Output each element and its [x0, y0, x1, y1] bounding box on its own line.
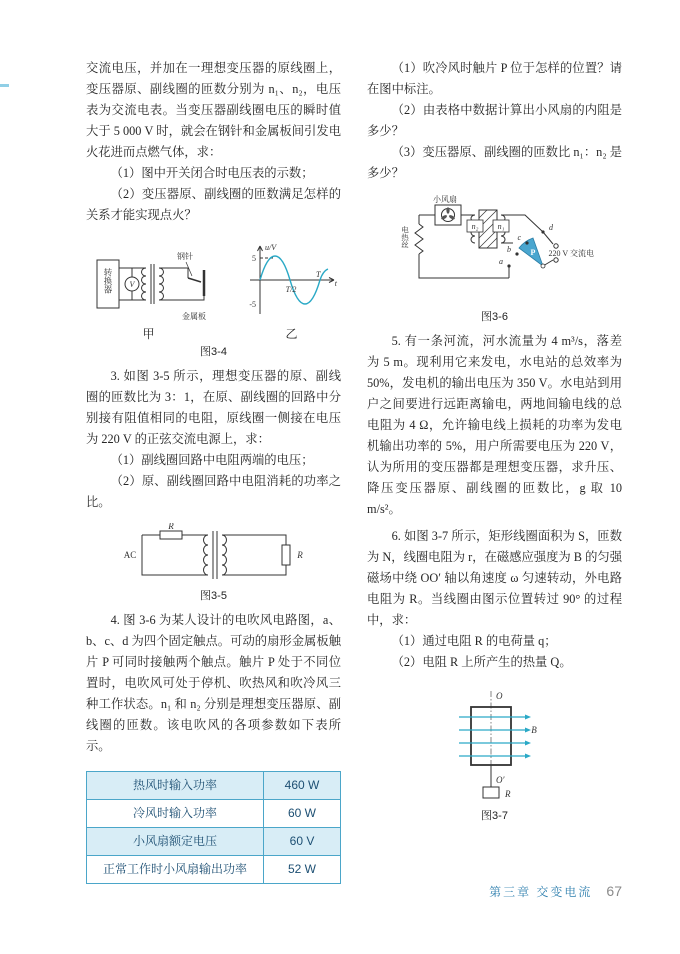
heater-zigzag-icon: [415, 224, 423, 254]
table-row: [87, 828, 341, 856]
field-arrowheads-icon: [525, 715, 531, 759]
primary-coil-icon: [141, 268, 146, 300]
x-axis-label: t: [334, 279, 337, 288]
external-resistor-icon: [483, 787, 499, 798]
question-item-1: （1）图中开关闭合时电压表的示数；: [110, 166, 314, 180]
spec-label: 小风扇额定电压: [87, 828, 264, 856]
resistor-label: R: [504, 789, 510, 799]
resistor-right-icon: [282, 545, 290, 565]
ac-source-label: 220 V 交流电: [548, 249, 594, 258]
problem-4-item-3: （3）变压器原、副线圈的匝数比 n₁：n₂ 是多少？: [367, 145, 622, 180]
contact-label-a: a: [498, 257, 503, 266]
paragraph-continuation: 交流电压，并加在一理想变压器的原线圈上，变压器原、副线圈的匝数分别为 n₁、n₂，电压表为交流电表。当变压器副线圈电压的瞬时值大于 5 000 V 时，就会在钢针和金属板间引发电火花进而点燃气体，求：: [86, 61, 341, 159]
figure-3-7-diagram: [445, 687, 545, 805]
half-period-tick: T/2: [285, 285, 296, 294]
figure-3-6-caption: 图3-6: [481, 311, 508, 323]
spec-label: 冷风时输入功率: [87, 800, 264, 828]
transformer-core-icon: [213, 531, 217, 579]
left-margin-accent: [0, 84, 9, 87]
field-label: B: [530, 725, 537, 735]
n1-label: n₁: [497, 222, 504, 231]
terminal-icon: [553, 258, 557, 262]
figure-3-5: [86, 523, 341, 604]
contact-dot-d: [541, 230, 544, 233]
figure-3-7-caption: 图3-7: [481, 810, 508, 822]
chapter-title: 第三章 交变电流: [489, 885, 593, 899]
voltmeter-label: V: [129, 280, 134, 289]
y-max-tick: 5: [251, 254, 256, 263]
steel-needle-icon: [188, 278, 201, 282]
problem-6-item-2: （2）电阻 R 上所产生的热量 Q。: [391, 655, 572, 669]
primary-coil-icon: [203, 535, 208, 575]
spec-value: 60 W: [264, 800, 341, 828]
resistor-right-label: R: [296, 550, 303, 560]
y-min-tick: -5: [248, 300, 256, 309]
contact-label-d: d: [548, 223, 553, 232]
figure-3-4-caption: 图3-4: [200, 346, 227, 358]
spec-value: 60 V: [264, 828, 341, 856]
selector-pivot-icon: [541, 264, 545, 268]
problem-4: 4. 图 3-6 为某人设计的电吹风电路图，a、b、c、d 为四个固定触点。可动的扇形金属板触片 P 可同时接触两个触点。触片 P 处于不同位置时，电吹风可处于停机、吹热风和吹冷风三种工作状态。n₁ 和 n₂ 分别是理想变压器原、副线圈的匝数。该电吹风的各项参数如下表所示。: [86, 613, 341, 753]
question-item-2: （2）变压器原、副线圈的匝数满足怎样的关系才能实现点火？: [86, 187, 341, 222]
figure-3-5-caption: 图3-5: [200, 590, 227, 602]
right-column: [367, 58, 622, 884]
figure-3-6-diagram: [395, 194, 595, 306]
converter-label: 转换器: [102, 268, 113, 294]
problem-4-item-1: （1）吹冷风时触片 P 位于怎样的位置？请在图中标注。: [367, 61, 622, 96]
contact-dot-c: [525, 241, 528, 244]
table-row: [87, 800, 341, 828]
page-footer: [489, 883, 622, 900]
figure-3-6: [367, 194, 622, 325]
contact-label-c: c: [516, 233, 521, 242]
subfigure-label-yi: 乙: [285, 327, 298, 341]
selector-label: P: [530, 248, 535, 257]
axis-top-label: O: [495, 691, 502, 701]
figure-3-7: [367, 687, 622, 824]
contact-label-b: b: [506, 245, 511, 254]
contact-dot-a: [507, 264, 510, 267]
needle-label: 钢针: [176, 252, 193, 261]
figure-3-4-diagram: [88, 238, 340, 324]
contact-dot-b: [515, 252, 518, 255]
spec-value: 52 W: [264, 856, 341, 884]
page-number: 67: [606, 883, 622, 899]
spec-label: 正常工作时小风扇输出功率: [87, 856, 264, 884]
field-arrows-icon: [459, 717, 525, 756]
subfigure-label-jia: 甲: [142, 327, 155, 341]
secondary-coil-icon: [159, 268, 164, 300]
plate-label: 金属板: [181, 312, 206, 321]
fan-blades-icon: [440, 207, 455, 220]
resistor-top-icon: [160, 531, 182, 539]
table-row: [87, 772, 341, 800]
y-axis-label: u/V: [264, 243, 276, 252]
heater-label: 电热丝: [400, 226, 409, 249]
problem-4-item-2: （2）由表格中数据计算出小风扇的内阻是多少？: [367, 103, 622, 138]
transformer-core-icon: [151, 264, 154, 304]
problem-3-item-1: （1）副线圈回路中电阻两端的电压；: [110, 453, 314, 467]
secondary-coil-icon: [222, 535, 227, 575]
problem-3-item-2: （2）原、副线圈回路中电阻消耗的功率之比。: [86, 474, 341, 509]
n2-label: n₂: [471, 222, 478, 231]
figure-3-5-diagram: [118, 523, 310, 585]
figure-3-4: [86, 238, 341, 360]
problem-6: 6. 如图 3-7 所示，矩形线圈面积为 S，匝数为 N，线圈电阻为 r，在磁感应强度为 B 的匀强磁场中绕 OO′ 轴以角速度 ω 匀速转动，外电路电阻为 R。当线圈由图示位置转过 90° 的过程中，求：: [367, 529, 622, 627]
figure-3-4-sublabels: [88, 324, 340, 341]
dryer-spec-table: [86, 771, 341, 884]
left-column: [86, 58, 341, 884]
table-row: [87, 856, 341, 884]
ac-source-label: AC: [123, 550, 136, 560]
terminal-icon: [553, 244, 557, 248]
problem-3: 3. 如图 3-5 所示，理想变压器的原、副线圈的匝数比为 3：1，在原、副线圈的回路中分别接有阻值相同的电阻，原线圈一侧接在电压为 220 V 的正弦交流电源上，求：: [86, 369, 341, 446]
problem-6-item-1: （1）通过电阻 R 的电荷量 q；: [391, 634, 557, 648]
resistor-top-label: R: [167, 523, 174, 531]
period-tick: T: [315, 270, 320, 279]
axis-bottom-label: O′: [495, 775, 504, 785]
spec-label: 热风时输入功率: [87, 772, 264, 800]
spec-value: 460 W: [264, 772, 341, 800]
fan-label: 小风扇: [432, 195, 457, 204]
problem-5: 5. 有一条河流，河水流量为 4 m³/s，落差为 5 m。现利用它来发电，水电站的总效率为 50%，发电机的输出电压为 350 V。水电站到用户之间要进行远距离输电，两地间输电线的总电阻为 4 Ω，允许输电线上损耗的功率为发电机输出功率的 5%，用户所需要电压为 220 V，认为所用的变压器都是理想变压器，求升压、降压变压器原、副线圈的匝数比，g 取 10 m/s²。: [367, 334, 622, 516]
